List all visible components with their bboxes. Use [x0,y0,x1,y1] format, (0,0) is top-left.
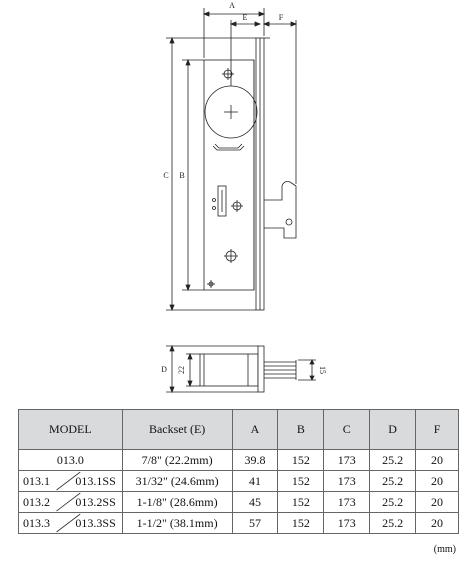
table-row [19,471,459,492]
label-B: B [179,171,185,180]
c-cell: 173 [324,471,370,492]
table-row [19,450,459,471]
c-cell: 173 [324,513,370,534]
header-model: MODEL [19,410,123,450]
model-left: 013.3 [23,516,50,530]
dim-A [204,8,264,58]
f-cell: 20 [416,513,459,534]
b-cell: 152 [278,513,324,534]
table-row [19,513,459,534]
label-D: D [161,365,167,374]
backset-cell: 1-1/8" (28.6mm) [122,492,232,513]
model-right: 013.3SS [75,516,116,530]
header-d: D [370,410,416,450]
model-cell: 013.0 [19,450,123,471]
label-22: 22 [177,366,186,374]
f-cell: 20 [416,492,459,513]
label-C: C [163,171,169,180]
a-cell: 39.8 [232,450,278,471]
b-cell: 152 [278,450,324,471]
dim-F [264,20,296,184]
a-cell: 45 [232,492,278,513]
c-cell: 173 [324,450,370,471]
d-cell: 25.2 [370,471,416,492]
spec-table [18,409,459,534]
b-cell: 152 [278,492,324,513]
dim-15 [298,360,316,380]
model-right: 013.2SS [75,495,116,509]
lock-case-plan [200,346,296,392]
c-cell: 173 [324,492,370,513]
a-cell: 41 [232,471,278,492]
header-f: F [416,410,459,450]
header-backset: Backset (E) [122,410,232,450]
model-cell [19,513,123,534]
b-cell: 152 [278,471,324,492]
model-cell [19,471,123,492]
hook-bolt [264,182,296,239]
lock-case-front [204,38,270,310]
f-cell: 20 [416,450,459,471]
model-right: 013.1SS [75,474,116,488]
f-cell: 20 [416,471,459,492]
header-b: B [278,410,324,450]
dim-B [182,60,204,290]
backset-cell: 31/32" (24.6mm) [122,471,232,492]
d-cell: 25.2 [370,492,416,513]
d-cell: 25.2 [370,450,416,471]
a-cell: 57 [232,513,278,534]
table-header-row [19,410,459,450]
backset-cell: 1-1/2" (38.1mm) [122,513,232,534]
table-row [19,492,459,513]
unit-note: (mm) [433,544,456,555]
model-left: 013.1 [23,474,50,488]
dim-22 [186,354,200,386]
header-a: A [232,410,278,450]
label-E: E [242,13,248,22]
backset-cell: 7/8" (22.2mm) [122,450,232,471]
header-c: C [324,410,370,450]
model-cell [19,492,123,513]
label-15: 15 [318,366,327,374]
label-A: A [229,1,235,10]
d-cell: 25.2 [370,513,416,534]
label-F: F [278,13,284,22]
model-left: 013.2 [23,495,50,509]
